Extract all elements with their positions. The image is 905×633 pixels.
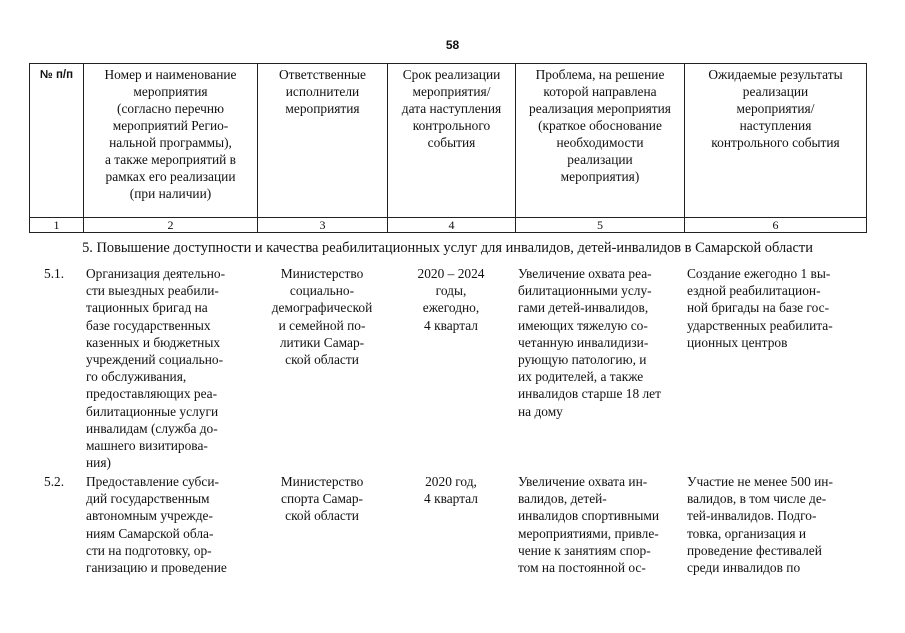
text-line: базе государственных [86, 317, 211, 333]
text-line: 2020 год, [425, 474, 477, 489]
measure-name [83, 473, 257, 576]
text-line: товка, организация и [687, 525, 807, 541]
text-line: ездной реабилитацион- [687, 283, 821, 299]
column-number: 4 [388, 218, 516, 233]
column-number: 3 [258, 218, 388, 233]
text-line: дата наступления [401, 101, 502, 116]
text-line: мероприятий Регио- [112, 118, 229, 133]
table-row [29, 265, 866, 473]
text-line: валидов, в том числе де- [687, 491, 827, 507]
text-line: машнего визитирова- [86, 438, 208, 454]
text-line: реализации [567, 152, 633, 167]
text-line: а также мероприятий в [105, 152, 236, 167]
text-line: контрольного события [711, 135, 840, 150]
text-line: Проблема, на решение [535, 67, 665, 82]
text-line: четанную инвалидизи- [518, 334, 649, 350]
text-line: (согласно перечню [116, 101, 224, 116]
text-line: инвалидам (служба до- [86, 420, 218, 436]
text-line: социально- [289, 283, 355, 299]
text-line: Номер и наименование [104, 67, 237, 82]
responsible-executor [257, 265, 387, 473]
measures-table [29, 265, 866, 576]
text-line: ной бригады на базе гос- [687, 300, 830, 316]
text-line: их родителей, а также [518, 369, 644, 385]
text-line: инвалидов спортивными [518, 508, 660, 524]
text-line: нальной программы), [109, 135, 232, 150]
text-line: 4 квартал [424, 317, 478, 333]
responsible-executor [257, 473, 387, 576]
text-line: мероприятия/ [412, 84, 491, 99]
text-line: казенных и бюджетных [86, 334, 221, 350]
text-line: Создание ежегодно 1 вы- [687, 266, 831, 281]
text-line: ционных центров [687, 334, 788, 350]
text-line: 2020 – 2024 [417, 266, 485, 281]
text-line: Участие не менее 500 ин- [687, 474, 833, 489]
column-number: 6 [685, 218, 867, 233]
column-number: 1 [30, 218, 84, 233]
header-row [30, 64, 867, 218]
text-line: ежегодно, [422, 300, 480, 316]
text-line: билитационными услу- [518, 283, 652, 299]
implementation-term [387, 473, 515, 576]
text-line: наступления [739, 118, 812, 133]
text-line: рамках его реализации [105, 169, 236, 184]
text-line: необходимости [556, 135, 644, 150]
header-col-responsible [258, 64, 388, 218]
text-line: чение к занятиям спор- [518, 542, 651, 558]
text-line: события [427, 135, 476, 150]
measure-name [83, 265, 257, 473]
problem-description [515, 265, 684, 473]
expected-result [684, 265, 866, 473]
text-line: проведение фестивалей [687, 542, 822, 558]
text-line: годы, [435, 283, 467, 299]
text-line: ской области [285, 508, 359, 524]
text-line: (при наличии) [129, 186, 212, 201]
text-line: ния) [86, 455, 111, 471]
text-line: и семейной по- [278, 317, 366, 333]
text-line: реализации [742, 84, 809, 99]
text-line: демографической [271, 300, 373, 316]
text-line: мероприятия) [560, 169, 640, 184]
text-line: мероприятия [133, 84, 208, 99]
header-table [29, 63, 867, 233]
text-line: ударственных реабилита- [687, 317, 833, 333]
text-line: Предоставление субси- [86, 474, 219, 489]
text-line: Ожидаемые результаты [708, 67, 843, 82]
text-line: (краткое обоснование [538, 118, 662, 133]
text-line: мероприятиями, привле- [518, 525, 659, 541]
text-line: валидов, детей- [518, 491, 607, 507]
text-line: дий государственным [86, 491, 210, 507]
text-line: которой направлена [543, 84, 657, 99]
header-col-problem [516, 64, 685, 218]
table-row [29, 473, 866, 576]
implementation-term [387, 265, 515, 473]
text-line: сти на подготовку, ор- [86, 542, 212, 558]
text-line: Увеличение охвата реа- [518, 266, 652, 281]
text-line: мероприятия [285, 101, 360, 116]
expected-result [684, 473, 866, 576]
column-number-row [30, 218, 867, 233]
text-line: спорта Самар- [281, 491, 363, 507]
text-line: среди инвалидов по [687, 560, 801, 576]
text-line: учреждений социально- [86, 352, 224, 368]
text-line: контрольного [412, 118, 491, 133]
text-line: исполнители [285, 84, 360, 99]
text-line: Министерство [280, 474, 364, 489]
text-line: Ответственные [279, 67, 366, 82]
text-line: ганизацию и проведение [86, 560, 227, 576]
text-line: Срок реализации [402, 67, 501, 82]
text-line: рующую патологию, и [518, 352, 647, 368]
text-line: инвалидов старше 18 лет [518, 386, 661, 402]
text-line: Министерство [280, 266, 364, 281]
text-line: автономным учрежде- [86, 508, 213, 524]
text-line: 4 квартал [424, 491, 478, 507]
text-line: мероприятия/ [736, 101, 815, 116]
text-line: том на постоянной ос- [518, 560, 646, 576]
column-number: 2 [84, 218, 258, 233]
text-line: на дому [518, 403, 563, 419]
text-line: го обслуживания, [86, 369, 187, 385]
row-number: 5.2. [44, 474, 65, 489]
text-line: тей-инвалидов. Подго- [687, 508, 817, 524]
problem-description [515, 473, 684, 576]
text-line: реализация мероприятия [529, 101, 671, 116]
text-line: ской области [285, 352, 359, 368]
text-line: литики Самар- [279, 334, 365, 350]
row-number: 5.1. [44, 266, 65, 281]
header-col-result [685, 64, 867, 218]
text-line: тационных бригад на [86, 300, 208, 316]
page-number: 58 [445, 38, 460, 52]
section-title: 5. Повышение доступности и качества реабилитационных услуг для инвалидов, детей-инвалидов в Самарской области [82, 240, 813, 256]
header-col-name [84, 64, 258, 218]
text-line: предоставляющих реа- [86, 386, 218, 402]
text-line: Организация деятельно- [86, 266, 226, 281]
text-line: гами детей-инвалидов, [518, 300, 649, 316]
header-col-number: № п/п [30, 64, 84, 218]
text-line: Увеличение охвата ин- [518, 474, 648, 489]
text-line: билитационные услуги [86, 403, 219, 419]
text-line: ниям Самарской обла- [86, 525, 214, 541]
header-col-term [388, 64, 516, 218]
text-line: имеющих тяжелую со- [518, 317, 648, 333]
text-line: сти выездных реабили- [86, 283, 219, 299]
column-number: 5 [516, 218, 685, 233]
